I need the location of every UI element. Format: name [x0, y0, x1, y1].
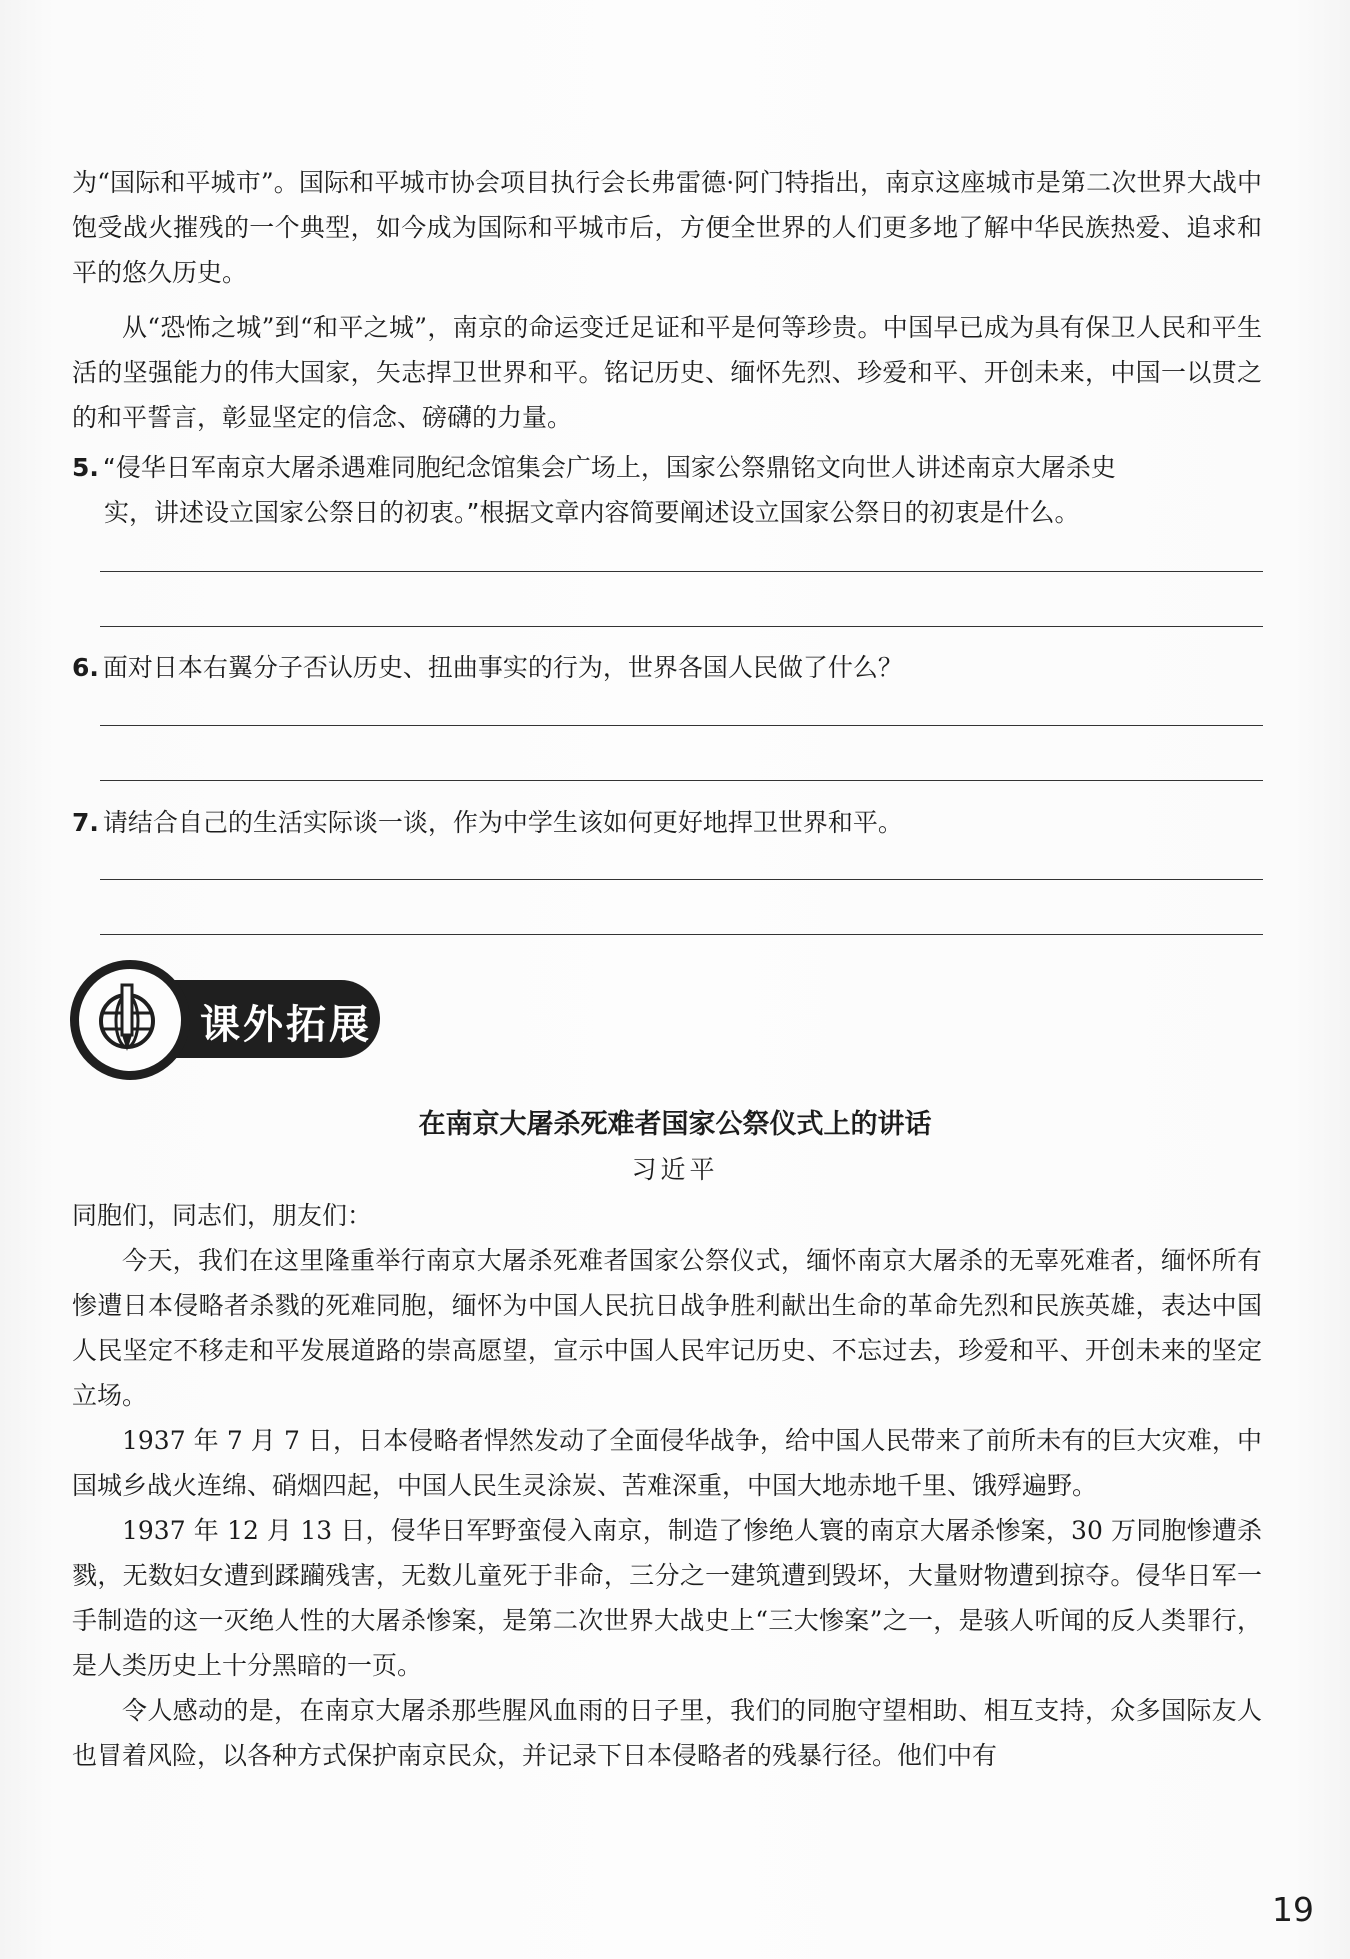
article-title: 在南京大屠杀死难者国家公祭仪式上的讲话 — [418, 1109, 932, 1140]
question-text-line-2: 实，讲述设立国家公祭日的初衷。”根据文章内容简要阐述设立国家公祭日的初衷是什么。 — [104, 498, 1080, 527]
answer-line[interactable] — [100, 571, 1263, 572]
question-6 — [72, 645, 1272, 690]
question-number: 7. — [72, 808, 99, 837]
article-paragraph-4: 令人感动的是，在南京大屠杀那些腥风血雨的日子里，我们的同胞守望相助、相互支持，众多国际友人也冒着风险，以各种方式保护南京民众，并记录下日本侵略者的残暴行径。他们中有 — [72, 1696, 1262, 1770]
answer-line[interactable] — [100, 725, 1263, 726]
article-salutation: 同胞们，同志们，朋友们： — [72, 1201, 373, 1230]
question-text: 请结合自己的生活实际谈一谈，作为中学生该如何更好地捍卫世界和平。 — [102, 808, 903, 837]
section-header — [70, 960, 390, 1080]
globe-pen-icon — [91, 981, 169, 1059]
article-paragraph-1: 今天，我们在这里隆重举行南京大屠杀死难者国家公祭仪式，缅怀南京大屠杀的无辜死难者，缅怀所有惨遭日本侵略者杀戮的死难同胞，缅怀为中国人民抗日战争胜利献出生命的革命先烈和民族英雄，表达中国人民坚定不移走和平发展道路的崇高愿望，宣示中国人民牢记历史、不忘过去，珍爱和平、开创未来的坚定立场。 — [72, 1246, 1262, 1410]
section-badge — [70, 960, 190, 1080]
question-text-line-1: “侵华日军南京大屠杀遇难同胞纪念馆集会广场上，国家公祭鼎铭文向世人讲述南京大屠杀史 — [102, 453, 1116, 482]
question-number: 5. — [72, 453, 99, 482]
page-number: 19 — [1272, 1890, 1314, 1929]
answer-line[interactable] — [100, 879, 1263, 880]
article-paragraph-2: 1937 年 7 月 7 日，日本侵略者悍然发动了全面侵华战争，给中国人民带来了前所未有的巨大灾难，中国城乡战火连绵、硝烟四起，中国人民生灵涂炭、苦难深重，中国大地赤地千里、饿殍遍野。 — [72, 1426, 1262, 1500]
answer-line[interactable] — [100, 934, 1263, 935]
article-author: 习近平 — [631, 1155, 719, 1184]
answer-line[interactable] — [100, 626, 1263, 627]
intro-paragraph-2: 从“恐怖之城”到“和平之城”，南京的命运变迁足证和平是何等珍贵。中国早已成为具有保卫人民和平生活的坚强能力的伟大国家，矢志捍卫世界和平。铭记历史、缅怀先烈、珍爱和平、开创未来，中国一以贯之的和平誓言，彰显坚定的信念、磅礴的力量。 — [72, 313, 1262, 432]
question-number: 6. — [72, 653, 99, 682]
answer-line[interactable] — [100, 780, 1263, 781]
question-5 — [72, 445, 1272, 535]
article-paragraph-3: 1937 年 12 月 13 日，侵华日军野蛮侵入南京，制造了惨绝人寰的南京大屠杀惨案，30 万同胞惨遭杀戮，无数妇女遭到蹂躏残害，无数儿童死于非命，三分之一建筑遭到毁坏，大量财物遭到掠夺。侵华日军一手制造的这一灭绝人性的大屠杀惨案，是第二次世界大战史上“三大惨案”之一，是骇人听闻的反人类罪行，是人类历史上十分黑暗的一页。 — [72, 1516, 1262, 1680]
section-title: 课外拓展 — [200, 1002, 372, 1048]
intro-paragraph-1: 为“国际和平城市”。国际和平城市协会项目执行会长弗雷德·阿门特指出，南京这座城市是第二次世界大战中饱受战火摧残的一个典型，如今成为国际和平城市后，方便全世界的人们更多地了解中华民族热爱、追求和平的悠久历史。 — [72, 168, 1262, 287]
question-text: 面对日本右翼分子否认历史、扭曲事实的行为，世界各国人民做了什么？ — [102, 653, 903, 682]
question-7 — [72, 800, 1272, 845]
